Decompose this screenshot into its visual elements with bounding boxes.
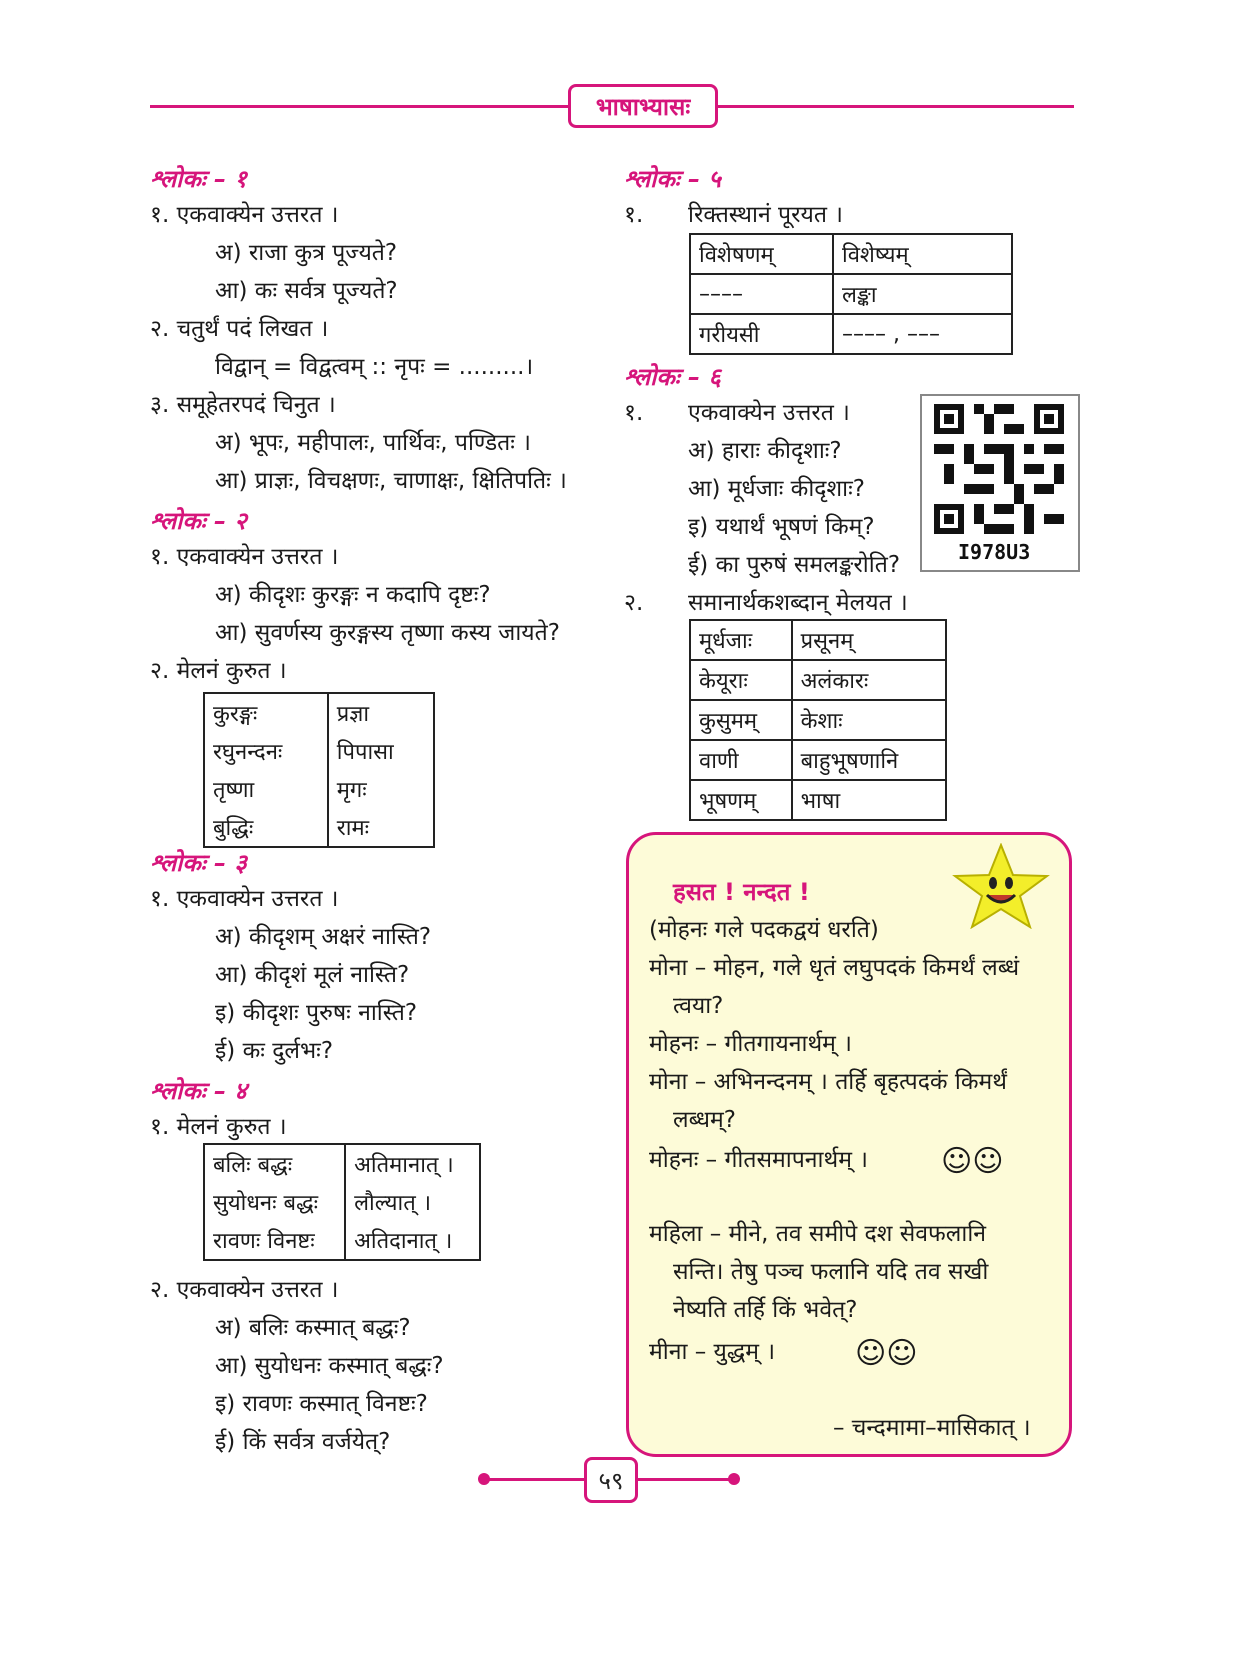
shloka-4-heading: श्लोकः – ४ [150,1077,247,1105]
s1-q2a: विद्वान् = विद्वत्वम् :: नृपः = .........। [215,354,534,380]
joke-line: (मोहनः गले पदकद्वयं धरति) [649,917,879,943]
table-cell: विशेषणम् [690,234,833,274]
qr-code-label: I978U3 [958,540,1031,564]
joke-line: लब्धम्? [673,1107,736,1133]
header-rule-right [716,105,1074,108]
smiley-icon: ☺☺ [855,1336,918,1371]
joke-line: नेष्यति तर्हि किं भवेत्? [673,1297,858,1323]
table-cell: बाहुभूषणानि [792,740,946,780]
table-cell: वाणी [690,740,792,780]
joke-line: मोहनः – गीतगायनार्थम् । [649,1031,852,1057]
shloka-6-heading: श्लोकः – ६ [624,363,721,391]
s6-synonym-table [689,619,947,821]
smiling-star-icon [951,843,1051,929]
table-cell: –––– , ––– [833,314,1012,354]
joke-box [626,832,1072,1457]
shloka-5-heading: श्लोकः – ५ [624,165,721,193]
s2-q1a: अ) कीदृशः कुरङ्गः न कदापि दृष्टः? [215,582,491,608]
table-cell: –––– [690,274,833,314]
s2-q1: १. एकवाक्येन उत्तरत । [150,544,339,570]
s5-q1: रिक्तस्थानं पूरयत । [688,202,843,228]
table-cell: रावणः विनष्टः [204,1221,345,1260]
table-cell: लौल्यात् । [345,1183,480,1221]
s1-q3b: आ) प्राज्ञः, विचक्षणः, चाणाक्षः, क्षितिपतिः । [215,468,567,494]
joke-source: – चन्दमामा–मासिकात् । [833,1415,1031,1441]
table-cell: विशेष्यम् [833,234,1012,274]
s3-q1: १. एकवाक्येन उत्तरत । [150,886,339,912]
joke-line: त्वया? [673,993,724,1019]
table-cell: अतिमानात् । [345,1144,480,1183]
table-cell: कुसुमम् [690,700,792,740]
table-cell: पिपासा [328,732,434,770]
joke-line: सन्ति। तेषु पञ्च फलानि यदि तव सखी [673,1259,989,1285]
joke-line: मीना – युद्धम् । [649,1339,776,1365]
table-cell: अलंकारः [792,660,946,700]
table-cell: प्रसूनम् [792,620,946,660]
footer-dot-left [478,1473,490,1485]
table-cell: कुरङ्गः [204,693,328,732]
table-cell: मृगः [328,770,434,808]
s5-fill-table [689,233,1013,355]
table-cell: मूर्धजाः [690,620,792,660]
smiley-icon: ☺☺ [941,1144,1004,1179]
s1-q2: २. चतुर्थं पदं लिखत । [150,316,329,342]
s6-q1a: अ) हाराः कीदृशाः? [688,438,842,464]
s2-q2: २. मेलनं कुरुत । [150,658,287,684]
table-cell: लङ्का [833,274,1012,314]
s3-q1d: ई) कः दुर्लभः? [215,1038,334,1064]
s1-q3a: अ) भूपः, महीपालः, पार्थिवः, पण्डितः । [215,430,531,456]
table-cell: प्रज्ञा [328,693,434,732]
joke-line: मोना – मोहन, गले धृतं लघुपदकं किमर्थं लब्धं [649,955,1020,981]
page-number: ५९ [584,1457,638,1503]
s4-q2: २. एकवाक्येन उत्तरत । [150,1277,339,1303]
s6-num1: १. [624,400,644,426]
joke-line: मोहनः – गीतसमापनार्थम् । [649,1147,868,1173]
table-cell: सुयोधनः बद्धः [204,1183,345,1221]
table-cell: भाषा [792,780,946,820]
joke-line: मोना – अभिनन्दनम् । तर्हि बृहत्पदकं किमर्थं [649,1069,1007,1095]
table-cell: केयूराः [690,660,792,700]
s6-q1d: ई) का पुरुषं समलङ्करोति? [688,552,901,578]
s1-q1: १. एकवाक्येन उत्तरत । [150,202,339,228]
s4-q2c: इ) रावणः कस्मात् विनष्टः? [215,1391,428,1417]
s6-num2: २. [624,590,644,616]
s1-q1b: आ) कः सर्वत्र पूज्यते? [215,278,398,304]
qr-code-icon [934,404,1064,534]
s1-q1a: अ) राजा कुत्र पूज्यते? [215,240,398,266]
footer-rule-left [484,1478,584,1481]
s6-q2: समानार्थकशब्दान् मेलयत । [688,590,908,616]
joke-title: हसत ! नन्दत ! [673,878,810,906]
s5-num: १. [624,202,644,228]
table-cell: रामः [328,808,434,847]
table-cell: अतिदानात् । [345,1221,480,1260]
s6-q1c: इ) यथार्थं भूषणं किम्? [688,514,875,540]
table-cell: गरीयसी [690,314,833,354]
s2-q1b: आ) सुवर्णस्य कुरङ्गस्य तृष्णा कस्य जायते? [215,620,560,646]
footer-rule-right [638,1478,734,1481]
s3-q1a: अ) कीदृशम् अक्षरं नास्ति? [215,924,432,950]
table-cell: तृष्णा [204,770,328,808]
s4-q2a: अ) बलिः कस्मात् बद्धः? [215,1315,411,1341]
shloka-1-heading: श्लोकः – १ [150,165,247,193]
s3-q1b: आ) कीदृशं मूलं नास्ति? [215,962,410,988]
table-cell: भूषणम् [690,780,792,820]
table-cell: रघुनन्दनः [204,732,328,770]
s2-match-table [203,692,435,848]
s6-q1: एकवाक्येन उत्तरत । [688,400,850,426]
s4-q2b: आ) सुयोधनः कस्मात् बद्धः? [215,1353,444,1379]
s4-q2d: ई) किं सर्वत्र वर्जयेत्? [215,1429,391,1455]
footer-dot-right [728,1473,740,1485]
s4-match-table [203,1143,481,1261]
s3-q1c: इ) कीदृशः पुरुषः नास्ति? [215,1000,418,1026]
shloka-3-heading: श्लोकः – ३ [150,849,247,877]
joke-line: महिला – मीने, तव समीपे दश सेवफलानि [649,1221,987,1247]
s1-q3: ३. समूहेतरपदं चिनुत । [150,392,336,418]
s6-q1b: आ) मूर्धजाः कीदृशाः? [688,476,865,502]
table-cell: केशाः [792,700,946,740]
header-rule-left [150,105,570,108]
section-title: भाषाभ्यासः [568,84,718,128]
table-cell: बलिः बद्धः [204,1144,345,1183]
shloka-2-heading: श्लोकः – २ [150,507,247,535]
s4-q1: १. मेलनं कुरुत । [150,1114,287,1140]
table-cell: बुद्धिः [204,808,328,847]
qr-code-block[interactable] [920,394,1080,572]
